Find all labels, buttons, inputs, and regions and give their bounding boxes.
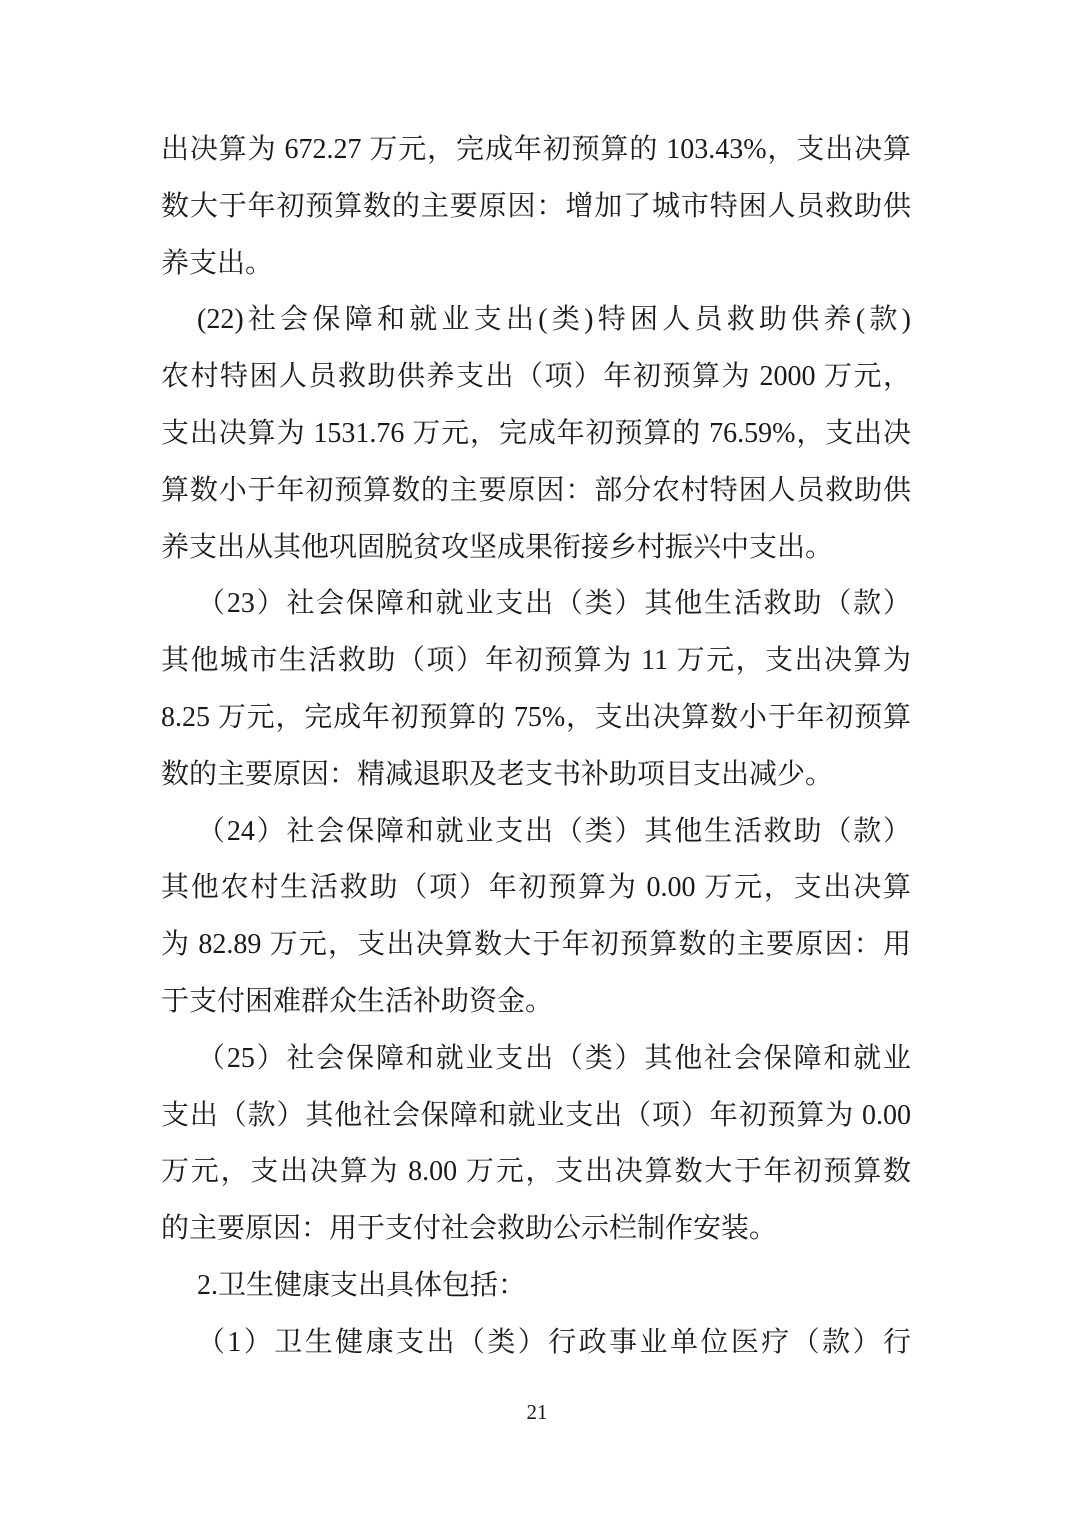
document-body: [161, 122, 911, 1372]
text-line: 算数小于年初预算数的主要原因：部分农村特困人员救助供: [161, 474, 911, 506]
text-line: （1）卫生健康支出（类）行政事业单位医疗（款）行: [197, 1326, 911, 1358]
text-line: 的主要原因：用于支付社会救助公示栏制作安装。: [161, 1213, 778, 1245]
text-line: （23）社会保障和就业支出（类）其他生活救助（款）: [197, 588, 911, 620]
text-line: （24）社会保障和就业支出（类）其他生活救助（款）: [197, 815, 911, 847]
text-line: 万元，支出决算为 8.00 万元，支出决算数大于年初预算数: [161, 1156, 911, 1188]
text-line: 支出（款）其他社会保障和就业支出（项）年初预算为 0.00: [161, 1099, 911, 1131]
text-line: 于支付困难群众生活补助资金。: [161, 985, 554, 1017]
text-line: 2.卫生健康支出具体包括：: [197, 1269, 527, 1301]
text-line: 出决算为 672.27 万元，完成年初预算的 103.43%，支出决算: [161, 134, 911, 165]
text-line: 数的主要原因：精减退职及老支书补助项目支出减少。: [161, 758, 834, 790]
text-line: 养支出。: [161, 247, 274, 279]
text-line: 8.25 万元，完成年初预算的 75%，支出决算数小于年初预算: [161, 701, 911, 733]
text-line: (22)社会保障和就业支出(类)特困人员救助供养(款): [197, 304, 911, 336]
text-line: 其他农村生活救助（项）年初预算为 0.00 万元，支出决算: [161, 872, 911, 904]
text-line: 数大于年初预算数的主要原因：增加了城市特困人员救助供: [161, 190, 911, 222]
text-line: 为 82.89 万元，支出决算数大于年初预算数的主要原因：用: [161, 929, 911, 961]
text-line: （25）社会保障和就业支出（类）其他社会保障和就业: [197, 1042, 911, 1074]
text-line: 农村特困人员救助供养支出（项）年初预算为 2000 万元，: [161, 361, 911, 393]
text-line: 支出决算为 1531.76 万元，完成年初预算的 76.59%，支出决: [161, 417, 911, 449]
text-line: 其他城市生活救助（项）年初预算为 11 万元，支出决算为: [161, 645, 911, 677]
text-line: 养支出从其他巩固脱贫攻坚成果衔接乡村振兴中支出。: [161, 531, 834, 563]
page-number: 21: [526, 1400, 548, 1424]
